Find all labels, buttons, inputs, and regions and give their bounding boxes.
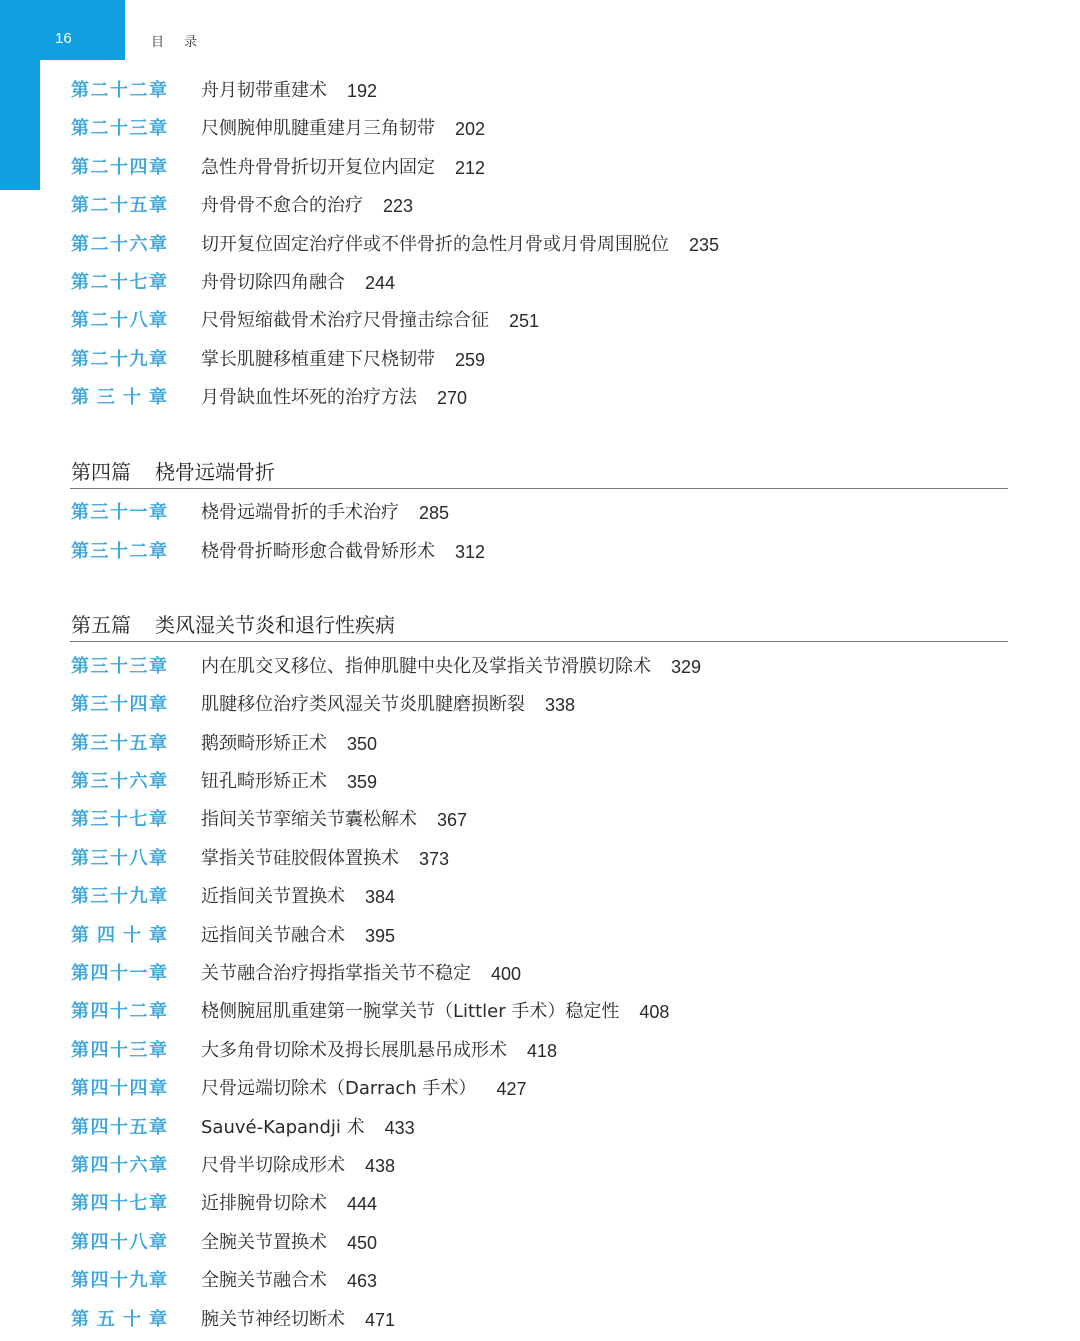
chapter-label: 第二十九章 — [71, 348, 167, 370]
toc-entry[interactable] — [71, 763, 1011, 801]
chapter-label: 第三十四章 — [71, 694, 167, 716]
chapter-label: 第二十七章 — [71, 271, 167, 293]
running-head: 目 录 — [151, 35, 206, 50]
toc-entry[interactable] — [71, 494, 1011, 532]
chapter-title[interactable]: 舟骨切除四角融合 — [201, 271, 345, 293]
chapter-title[interactable]: 急性舟骨骨折切开复位内固定 — [201, 156, 435, 178]
chapter-title[interactable]: 舟骨骨不愈合的治疗 — [201, 195, 363, 217]
chapter-page: 373 — [419, 848, 450, 869]
chapter-label: 第四十九章 — [71, 1270, 167, 1292]
chapter-label: 第 四 十 章 — [71, 924, 167, 946]
part-heading — [71, 571, 1011, 648]
chapter-page: 438 — [365, 1155, 396, 1176]
chapter-page: 244 — [365, 272, 396, 293]
part-title — [71, 609, 395, 638]
chapter-page: 212 — [455, 157, 486, 178]
chapter-title[interactable]: 近指间关节置换术 — [201, 886, 345, 908]
toc-entry[interactable] — [71, 648, 1011, 686]
page-edge-bar — [0, 0, 40, 190]
chapter-label: 第二十三章 — [71, 118, 167, 140]
chapter-title[interactable]: 尺侧腕伸肌腱重建月三角韧带 — [201, 118, 435, 140]
chapter-label: 第三十八章 — [71, 847, 167, 869]
part-name: 类风湿关节炎和退行性疾病 — [155, 613, 395, 638]
toc-entry[interactable] — [71, 840, 1011, 878]
chapter-page: 251 — [509, 311, 540, 332]
chapter-page: 418 — [527, 1040, 558, 1061]
chapter-page: 408 — [639, 1002, 670, 1023]
chapter-page: 285 — [419, 503, 450, 524]
chapter-page: 235 — [689, 234, 720, 255]
toc-entry[interactable] — [71, 379, 1011, 417]
chapter-label: 第三十七章 — [71, 809, 167, 831]
chapter-title[interactable]: 腕关节神经切断术 — [201, 1308, 345, 1330]
toc-entry[interactable] — [71, 110, 1011, 148]
chapter-label: 第三十二章 — [71, 540, 167, 562]
chapter-page: 270 — [437, 388, 468, 409]
chapter-label: 第四十七章 — [71, 1193, 167, 1215]
part-divider — [70, 641, 1008, 642]
chapter-title[interactable]: 切开复位固定治疗伴或不伴骨折的急性月骨或月骨周围脱位 — [201, 233, 669, 255]
chapter-title[interactable]: 内在肌交叉移位、指伸肌腱中央化及掌指关节滑膜切除术 — [201, 655, 651, 677]
chapter-page: 384 — [365, 887, 396, 908]
chapter-title[interactable]: 远指间关节融合术 — [201, 924, 345, 946]
toc-entry[interactable] — [71, 533, 1011, 571]
chapter-page: 395 — [365, 925, 396, 946]
chapter-label: 第 三 十 章 — [71, 387, 167, 409]
chapter-page: 202 — [455, 119, 486, 140]
chapter-label: 第三十五章 — [71, 732, 167, 754]
part-name: 桡骨远端骨折 — [155, 459, 275, 484]
part-number: 第五篇 — [71, 613, 131, 638]
chapter-label: 第四十一章 — [71, 963, 167, 985]
toc-entry[interactable] — [71, 1032, 1011, 1070]
toc-entry[interactable] — [71, 917, 1011, 955]
part-number: 第四篇 — [71, 459, 131, 484]
chapter-title[interactable]: Sauvé-Kapandji 术 — [201, 1116, 365, 1138]
chapter-title[interactable]: 桡骨远端骨折的手术治疗 — [201, 502, 399, 524]
chapter-label: 第二十四章 — [71, 156, 167, 178]
chapter-page: 433 — [384, 1117, 415, 1138]
chapter-title[interactable]: 钮孔畸形矫正术 — [201, 771, 327, 793]
chapter-title[interactable]: 尺骨远端切除术（Darrach 手术） — [201, 1078, 477, 1100]
toc-entry[interactable] — [71, 1185, 1011, 1223]
chapter-page: 450 — [347, 1232, 378, 1253]
toc-entry[interactable] — [71, 149, 1011, 187]
chapter-label: 第四十四章 — [71, 1078, 167, 1100]
chapter-page: 359 — [347, 772, 378, 793]
chapter-label: 第三十三章 — [71, 655, 167, 677]
chapter-title[interactable]: 掌长肌腱移植重建下尺桡韧带 — [201, 348, 435, 370]
chapter-title[interactable]: 关节融合治疗拇指掌指关节不稳定 — [201, 963, 471, 985]
chapter-label: 第四十五章 — [71, 1116, 167, 1138]
toc-entry[interactable] — [71, 1224, 1011, 1262]
toc-entry[interactable] — [71, 302, 1011, 340]
chapter-label: 第四十八章 — [71, 1231, 167, 1253]
chapter-page: 400 — [491, 964, 522, 985]
toc-entry[interactable] — [71, 226, 1011, 264]
table-of-contents — [71, 72, 1011, 1339]
toc-entry[interactable] — [71, 341, 1011, 379]
toc-entry[interactable] — [71, 686, 1011, 724]
chapter-label: 第二十八章 — [71, 310, 167, 332]
toc-entry[interactable] — [71, 187, 1011, 225]
chapter-page: 312 — [455, 541, 486, 562]
chapter-title[interactable]: 桡侧腕屈肌重建第一腕掌关节（Littler 手术）稳定性 — [201, 1001, 620, 1023]
chapter-page: 471 — [365, 1309, 396, 1330]
toc-entry[interactable] — [71, 993, 1011, 1031]
chapter-label: 第二十六章 — [71, 233, 167, 255]
toc-entry[interactable] — [71, 878, 1011, 916]
chapter-page: 338 — [545, 695, 576, 716]
chapter-label: 第三十九章 — [71, 886, 167, 908]
chapter-label: 第四十六章 — [71, 1154, 167, 1176]
chapter-label: 第 五 十 章 — [71, 1308, 167, 1330]
chapter-page: 427 — [496, 1079, 527, 1100]
part-title — [71, 456, 275, 485]
chapter-label: 第二十二章 — [71, 80, 167, 101]
chapter-title[interactable]: 掌指关节硅胶假体置换术 — [201, 847, 399, 869]
chapter-label: 第四十二章 — [71, 1001, 167, 1023]
chapter-page: 259 — [455, 349, 486, 370]
toc-entry[interactable] — [71, 1301, 1011, 1339]
toc-entry[interactable] — [71, 1262, 1011, 1300]
toc-entry[interactable] — [71, 801, 1011, 839]
chapter-title[interactable]: 近排腕骨切除术 — [201, 1193, 327, 1215]
chapter-label: 第三十六章 — [71, 771, 167, 793]
toc-entry[interactable] — [71, 1147, 1011, 1185]
chapter-label: 第三十一章 — [71, 502, 167, 524]
toc-entry[interactable] — [71, 1109, 1011, 1147]
chapter-page: 223 — [383, 196, 414, 217]
chapter-title[interactable]: 桡骨骨折畸形愈合截骨矫形术 — [201, 540, 435, 562]
chapter-title[interactable]: 尺骨半切除成形术 — [201, 1154, 345, 1176]
chapter-title[interactable]: 舟月韧带重建术 — [201, 80, 327, 101]
chapter-title[interactable]: 肌腱移位治疗类风湿关节炎肌腱磨损断裂 — [201, 694, 525, 716]
chapter-title[interactable]: 鹅颈畸形矫正术 — [201, 732, 327, 754]
chapter-page: 350 — [347, 733, 378, 754]
chapter-page: 463 — [347, 1271, 378, 1292]
chapter-page: 444 — [347, 1194, 378, 1215]
part-divider — [70, 488, 1008, 489]
toc-entry[interactable] — [71, 725, 1011, 763]
chapter-title[interactable]: 全腕关节置换术 — [201, 1231, 327, 1253]
chapter-title[interactable]: 全腕关节融合术 — [201, 1270, 327, 1292]
chapter-title[interactable]: 大多角骨切除术及拇长展肌悬吊成形术 — [201, 1039, 507, 1061]
toc-entry[interactable] — [71, 72, 1011, 110]
toc-entry[interactable] — [71, 264, 1011, 302]
chapter-page: 192 — [347, 81, 378, 101]
page-number: 16 — [55, 30, 72, 47]
toc-entry[interactable] — [71, 955, 1011, 993]
toc-entry[interactable] — [71, 1070, 1011, 1108]
chapter-title[interactable]: 指间关节挛缩关节囊松解术 — [201, 809, 417, 831]
part-heading — [71, 418, 1011, 495]
chapter-title[interactable]: 月骨缺血性坏死的治疗方法 — [201, 387, 417, 409]
chapter-label: 第二十五章 — [71, 195, 167, 217]
chapter-label: 第四十三章 — [71, 1039, 167, 1061]
chapter-title[interactable]: 尺骨短缩截骨术治疗尺骨撞击综合征 — [201, 310, 489, 332]
chapter-page: 329 — [671, 656, 702, 677]
chapter-page: 367 — [437, 810, 468, 831]
